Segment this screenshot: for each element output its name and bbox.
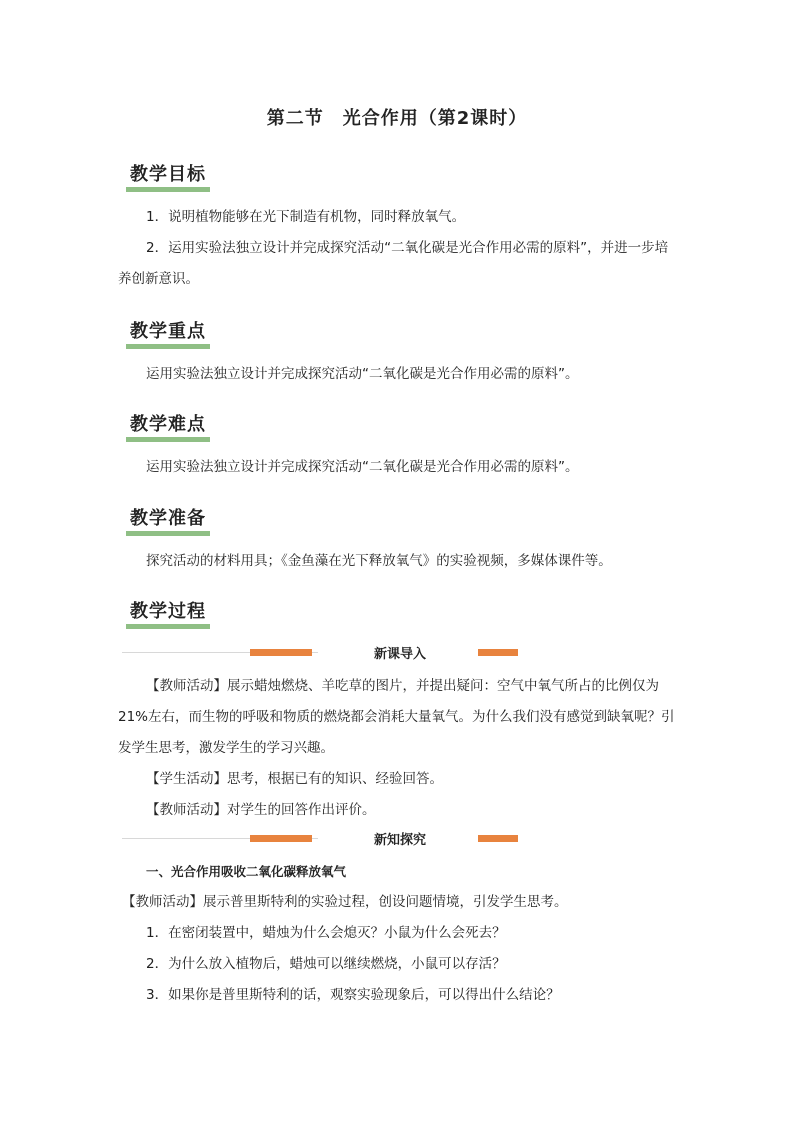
heading-difficulties: 教学难点	[126, 410, 210, 438]
page-title: 第二节 光合作用（第2课时）	[266, 108, 528, 129]
key-points-text: 运用实验法独立设计并完成探究活动“二氧化碳是光合作用必需的原料”。	[146, 366, 579, 382]
objective-item-2: 2．运用实验法独立设计并完成探究活动“二氧化碳是光合作用必需的原料”，并进一步培养创新意识。	[118, 240, 669, 287]
explore-question-3: 3．如果你是普里斯特利的话，观察实验现象后，可以得出什么结论？	[146, 987, 560, 1003]
explore-teacher-activity: 【教师活动】展示普里斯特利的实验过程，创设问题情境，引发学生思考。	[122, 894, 568, 910]
intro-teacher-evaluation: 【教师活动】对学生的回答作出评价。	[146, 802, 376, 818]
preparation-text: 探究活动的材料用具；《金鱼藻在光下释放氧气》的实验视频，多媒体课件等。	[146, 553, 612, 569]
heading-process: 教学过程	[126, 597, 210, 625]
divider-explore-label: 新知探究	[373, 833, 426, 848]
intro-teacher-activity: 【教师活动】展示蜡烛燃烧、羊吃草的图片，并提出疑问：空气中氧气所占的比例仅为21%左右，而生物的呼吸和物质的燃烧都会消耗大量氧气。为什么我们没有感觉到缺氧呢？引发学生思考，激发学生的学习兴趣。	[118, 678, 675, 756]
explore-question-2: 2．为什么放入植物后，蜡烛可以继续燃烧，小鼠可以存活？	[146, 956, 506, 972]
divider-intro	[122, 643, 678, 663]
heading-key-points: 教学重点	[126, 317, 210, 345]
explore-question-1: 1．在密闭装置中，蜡烛为什么会熄灭？小鼠为什么会死去？	[146, 925, 506, 941]
heading-objectives: 教学目标	[126, 160, 210, 188]
objective-item-1: 1．说明植物能够在光下制造有机物，同时释放氧气。	[146, 209, 466, 225]
heading-preparation: 教学准备	[126, 504, 210, 532]
intro-student-activity: 【学生活动】思考，根据已有的知识、经验回答。	[146, 771, 443, 787]
difficulties-text: 运用实验法独立设计并完成探究活动“二氧化碳是光合作用必需的原料”。	[146, 459, 579, 475]
divider-intro-label: 新课导入	[373, 647, 426, 662]
divider-explore	[122, 829, 678, 849]
explore-subheading: 一、光合作用吸收二氧化碳释放氧气	[146, 864, 347, 879]
